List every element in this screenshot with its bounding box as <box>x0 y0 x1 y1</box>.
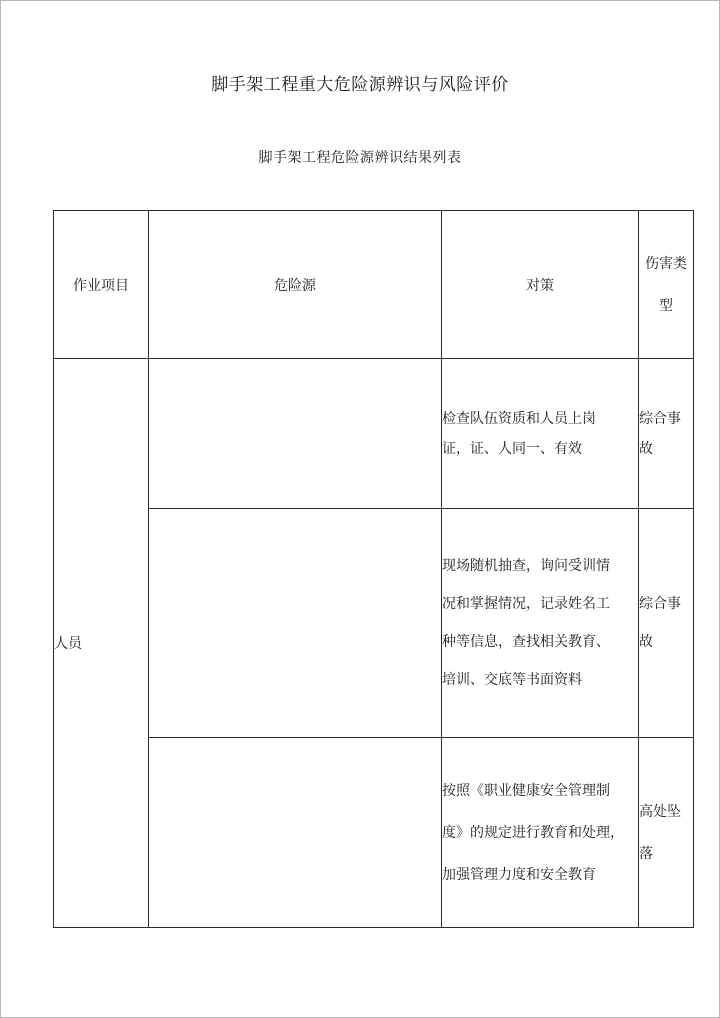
header-injury-line: 伤害类 <box>645 255 687 272</box>
header-item: 作业项目 <box>54 211 149 359</box>
measure-line: 加强管理力度和安全教育 <box>442 866 596 883</box>
table-row <box>54 738 694 928</box>
header-measure: 对策 <box>442 211 639 359</box>
injury-line: 综合事 <box>639 596 681 612</box>
group-label-personnel: 人员 <box>54 359 149 928</box>
hazard-cell <box>149 359 442 509</box>
table-row <box>54 359 694 509</box>
measure-line: 种等信息，查找相关教育、 <box>442 634 610 650</box>
measure-cell <box>442 509 639 738</box>
hazard-cell <box>149 738 442 928</box>
table-row <box>54 509 694 738</box>
document-title: 脚手架工程重大危险源辨识与风险评价 <box>211 75 509 95</box>
hazard-table <box>53 210 694 928</box>
table-header-row <box>54 211 694 359</box>
header-injury-line: 型 <box>659 297 673 314</box>
injury-cell <box>639 359 694 509</box>
measure-line: 况和掌握情况，记录姓名工 <box>442 596 610 612</box>
injury-cell <box>639 509 694 738</box>
measure-cell <box>442 738 639 928</box>
header-injury-type <box>639 211 694 359</box>
measure-line: 现场随机抽查，询问受训情 <box>442 558 610 574</box>
injury-line: 综合事 <box>639 410 681 427</box>
table-caption: 脚手架工程危险源辨识结果列表 <box>258 150 462 166</box>
measure-line: 按照《职业健康安全管理制 <box>442 782 610 799</box>
injury-line: 落 <box>639 845 653 862</box>
injury-line: 高处坠 <box>639 803 681 820</box>
injury-line: 故 <box>639 440 653 457</box>
measure-cell <box>442 359 639 509</box>
injury-cell <box>639 738 694 928</box>
injury-line: 故 <box>639 634 653 650</box>
hazard-cell <box>149 509 442 738</box>
measure-line: 检查队伍资质和人员上岗 <box>442 410 596 427</box>
header-hazard: 危险源 <box>149 211 442 359</box>
measure-line: 证，证、人同一、有效 <box>442 440 582 457</box>
measure-line: 度》的规定进行教育和处理， <box>442 824 624 841</box>
measure-line: 培训、交底等书面资料 <box>442 672 582 688</box>
